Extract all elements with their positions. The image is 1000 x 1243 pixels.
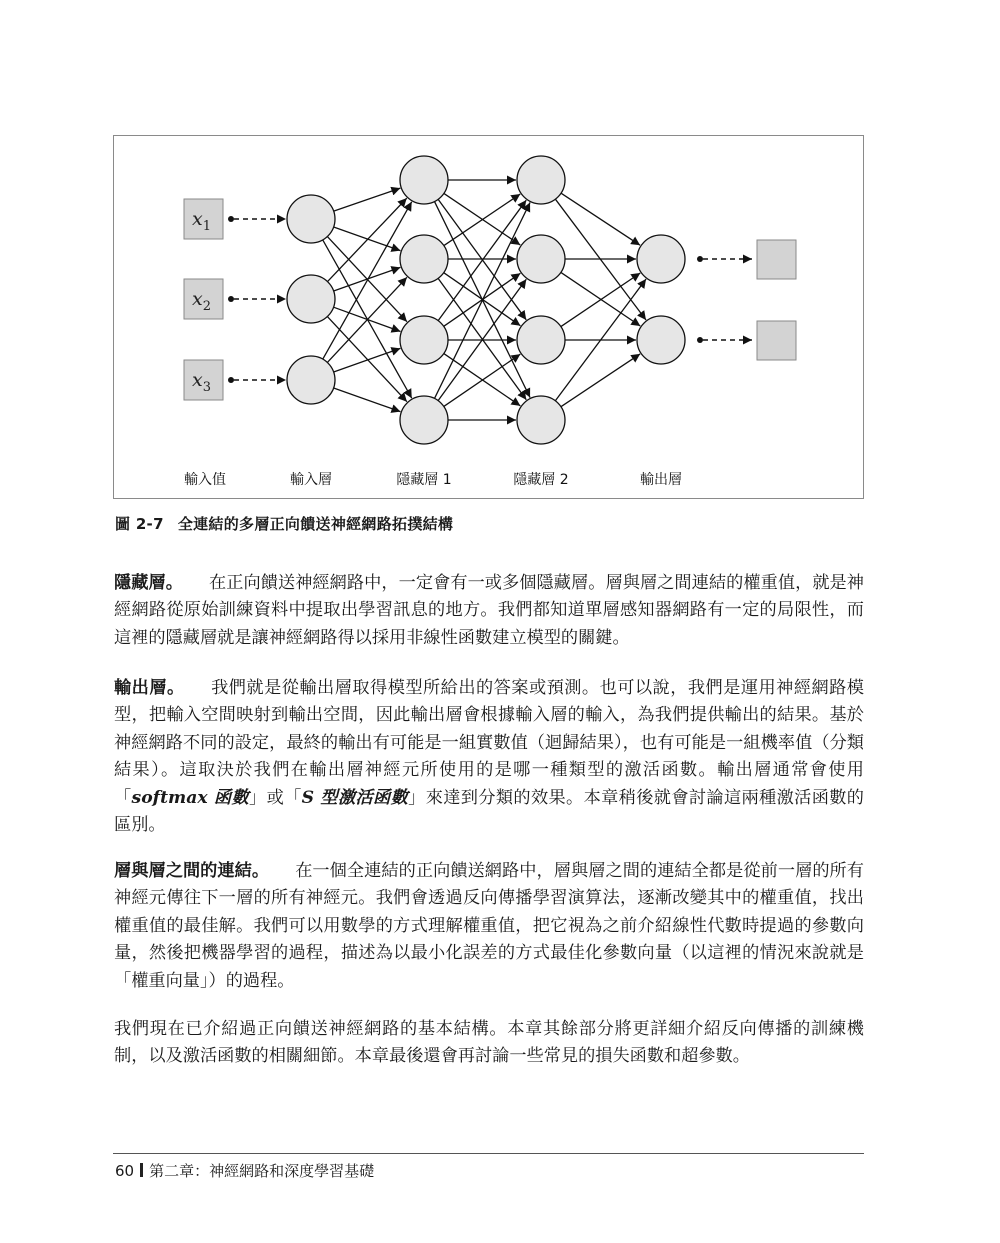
chapter-title: 第二章：神經網路和深度學習基礎 [149, 1162, 375, 1180]
output-layer-neuron [637, 235, 685, 283]
hidden-1-neuron [400, 235, 448, 283]
hidden-2-neuron [517, 316, 565, 364]
connection-edge [323, 202, 412, 359]
layer-label: 輸入層 [290, 472, 332, 488]
layer-label: 輸出層 [640, 472, 682, 488]
connection-edge [561, 354, 640, 407]
paragraph-body: 在一個全連結的正向饋送網路中，層與層之間的連結全都是從前一層的所有神經元傳往下一層的所有神經元。我們會透過反向傳播學習演算法，逐漸改變其中的權重值，找出權重值的最佳解。我們可以用數學的方式理解權重值，把它視為之前介紹線性代數時提過的參數向量，然後把機器學習的過程，描述為以最小化誤差的方式最佳化參數向量（以這裡的情況來說就是「權重向量」）的過程。 [114, 861, 864, 991]
output-box [757, 321, 796, 360]
paragraph-lead: 層與層之間的連結。 [114, 861, 270, 881]
page-footer [115, 1160, 374, 1181]
dashed-arrow-start-dot [228, 377, 234, 383]
output-layer-neuron [637, 316, 685, 364]
paragraph-body: 」來達到分類的效果。本章稍後就會討論這兩種激活函數的區別。 [114, 787, 864, 836]
footer-rule [113, 1153, 864, 1154]
network-diagram [0, 0, 1000, 520]
input-label: $x_3$ [192, 369, 211, 395]
layer-label: 隱藏層 2 [513, 472, 569, 488]
paragraph-body: 在正向饋送神經網路中，一定會有一或多個隱藏層。層與層之間連結的權重值，就是神經網路從原始訓練資料中提取出學習訊息的地方。我們都知道單層感知器網路有一定的局限性，而這裡的隱藏層就是讓神經網路得以採用非線性函數建立模型的關鍵。 [114, 573, 864, 648]
hidden-1-neuron [400, 316, 448, 364]
term-sigmoid: S 型激活函數 [301, 787, 409, 808]
connection-edge [334, 388, 401, 412]
layer-label: 輸入值 [184, 472, 226, 488]
caption-text: 全連結的多層正向饋送神經網路拓撲結構 [177, 515, 454, 533]
connection-edge [334, 267, 401, 291]
input-layer-neuron [287, 195, 335, 243]
hidden-2-neuron [517, 156, 565, 204]
dashed-arrow-start-dot [228, 296, 234, 302]
paragraph-body: 」或「 [249, 787, 302, 808]
hidden-2-neuron [517, 396, 565, 444]
paragraph-hidden-layer [114, 570, 864, 652]
input-label: $x_2$ [192, 288, 211, 314]
dashed-arrow-start-dot [697, 256, 703, 262]
paragraph-output-layer [114, 675, 864, 839]
dashed-arrow-start-dot [228, 216, 234, 222]
paragraph-lead: 隱藏層。 [114, 573, 183, 593]
hidden-1-neuron [400, 156, 448, 204]
paragraph-body: 我們現在已介紹過正向饋送神經網路的基本結構。本章其餘部分將更詳細介紹反向傳播的訓練機制，以及激活函數的相關細節。本章最後還會再討論一些常見的損失函數和超參數。 [114, 1019, 864, 1067]
hidden-2-neuron [517, 235, 565, 283]
dashed-arrow-start-dot [697, 337, 703, 343]
layer-label: 隱藏層 1 [396, 472, 452, 488]
page-number: 60 [115, 1162, 135, 1180]
paragraph-summary [114, 1016, 864, 1071]
input-layer-neuron [287, 275, 335, 323]
paragraph-body: 我們就是從輸出層取得模型所給出的答案或預測。也可以說，我們是運用神經網路模型，把輸入空間映射到輸出空間，因此輸出層會根據輸入層的輸入，為我們提供輸出的結果。基於神經網路不同的設定，最終的輸出有可能是一組實數值（迴歸結果），也有可能是一組機率值（分類結果）。這取決於我們在輸出層神經元所使用的是哪一種類型的激活函數。輸出層通常會使用「 [114, 678, 864, 808]
footer-separator [140, 1163, 143, 1177]
input-label: $x_1$ [192, 208, 211, 234]
paragraph-lead: 輸出層。 [114, 678, 185, 698]
paragraph-connections [114, 858, 864, 995]
caption-label: 圖 2-7 [115, 515, 164, 533]
output-box [757, 240, 796, 279]
hidden-1-neuron [400, 396, 448, 444]
term-softmax: softmax 函數 [131, 787, 250, 808]
connection-edge [561, 193, 640, 245]
connection-edge [334, 188, 401, 211]
input-layer-neuron [287, 356, 335, 404]
figure-caption [115, 513, 453, 534]
